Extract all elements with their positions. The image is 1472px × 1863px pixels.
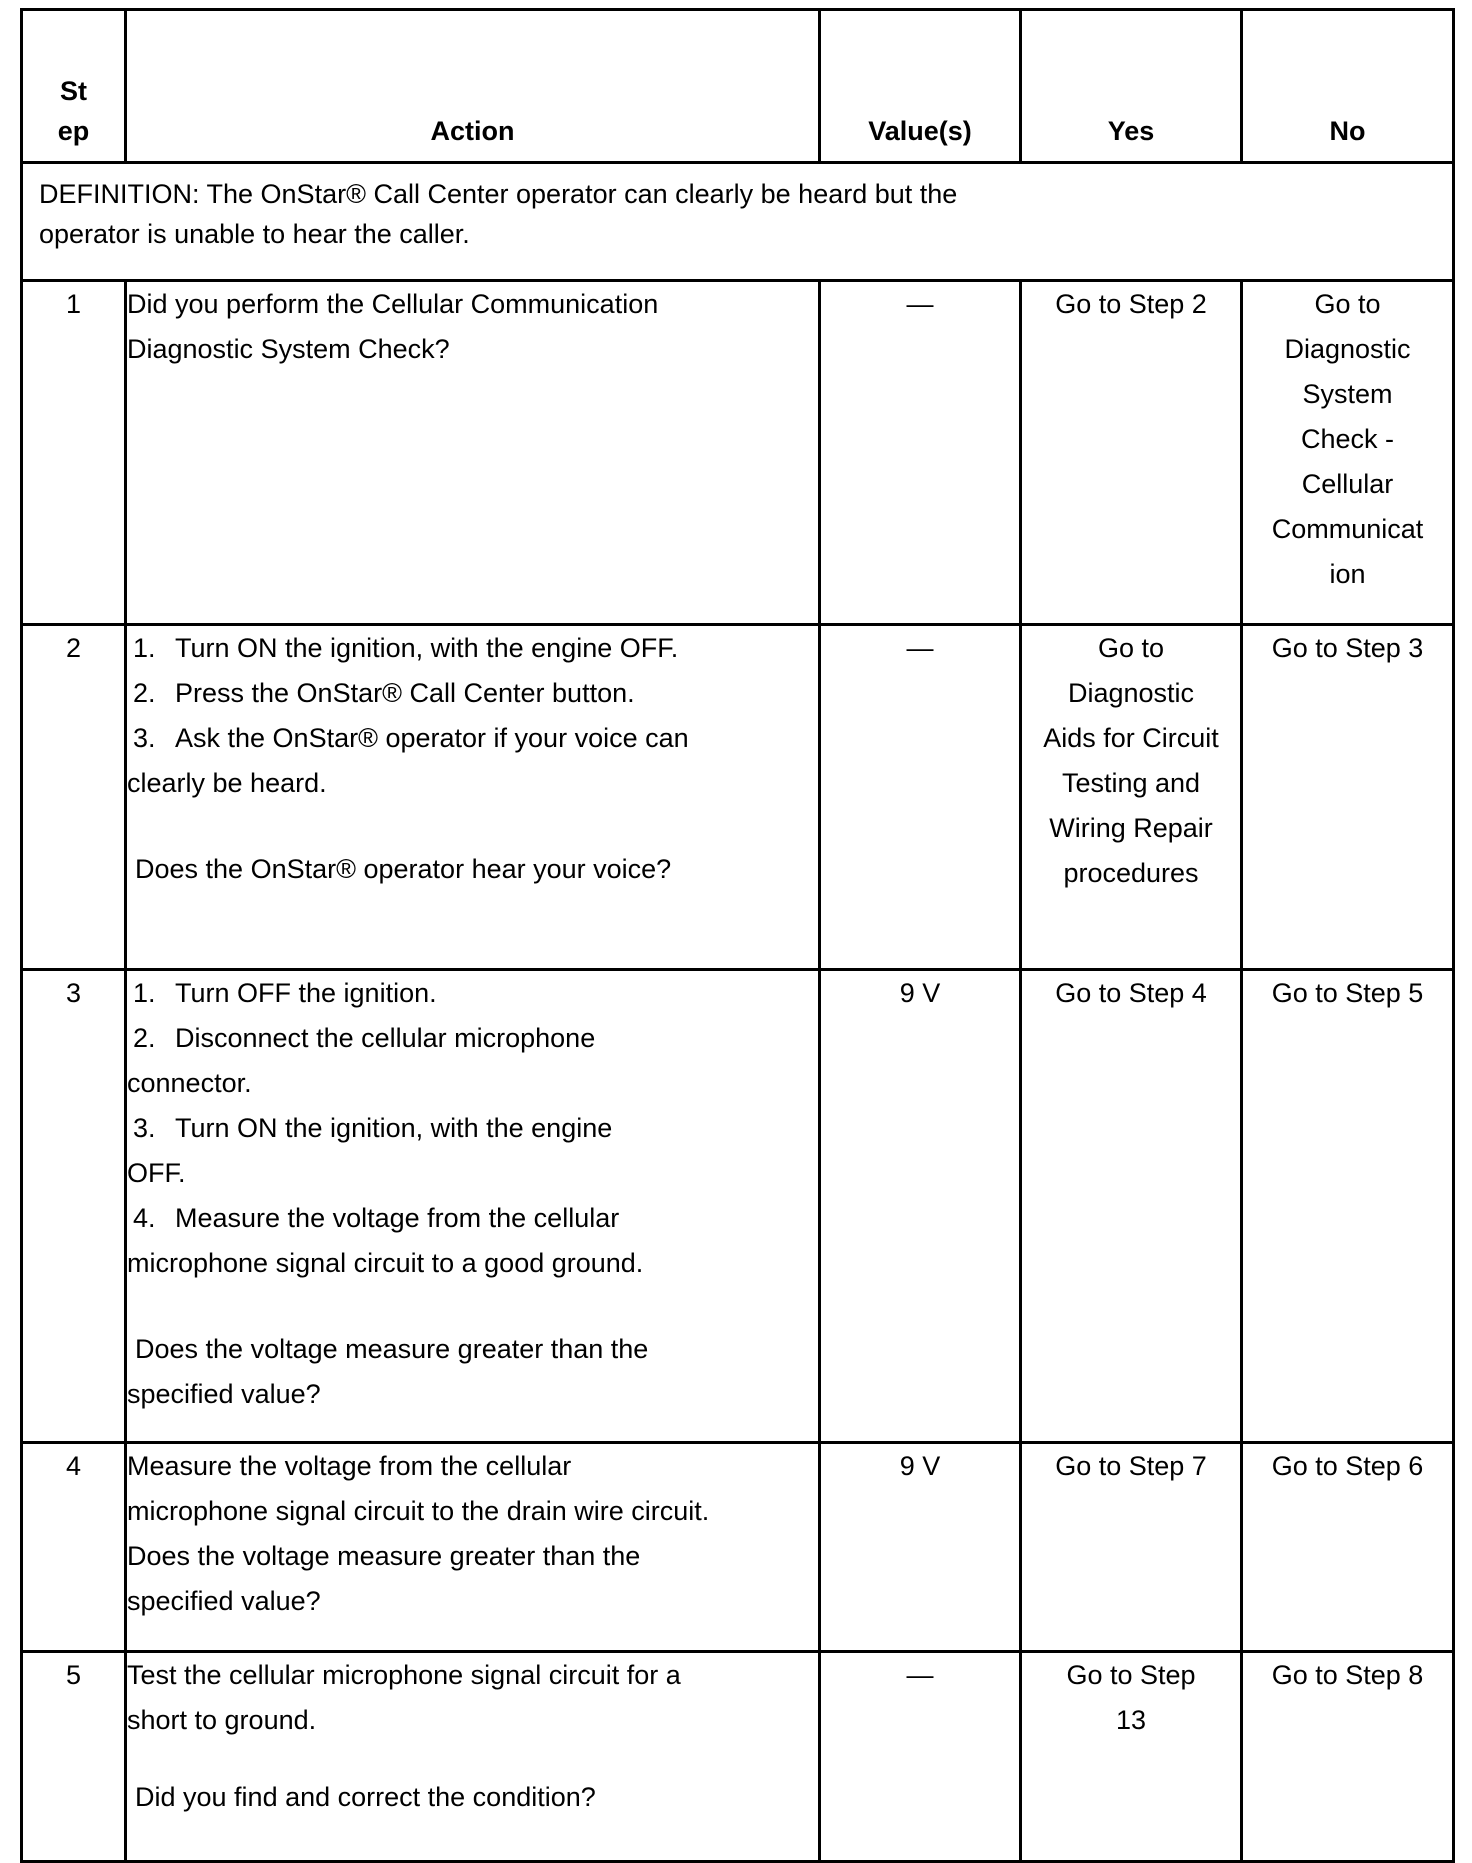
no-cell: [1242, 1652, 1454, 1862]
no-line: Go to Step 5: [1271, 978, 1424, 1008]
no-cell: [1242, 281, 1454, 625]
step-number: 3: [22, 970, 126, 1443]
value-cell: —: [820, 1652, 1021, 1862]
action-line: Test the cellular microphone signal circuit for a: [127, 1660, 681, 1690]
no-line: Go to Step 6: [1271, 1451, 1424, 1481]
yes-cell: [1021, 1652, 1242, 1862]
table-row: [22, 1652, 1454, 1862]
yes-line: Diagnostic: [1067, 678, 1195, 708]
yes-line: 13: [1115, 1705, 1147, 1735]
step-number: 5: [22, 1652, 126, 1862]
step-number: 4: [22, 1443, 126, 1652]
definition-line: DEFINITION: The OnStar® Call Center operator can clearly be heard but the: [39, 179, 958, 209]
definition-line: operator is unable to hear the caller.: [39, 219, 470, 249]
yes-cell: [1021, 281, 1242, 625]
yes-cell: [1021, 1443, 1242, 1652]
action-line: clearly be heard.: [127, 768, 327, 798]
no-line: Diagnostic: [1284, 334, 1411, 364]
yes-cell: [1021, 970, 1242, 1443]
definition-cell: [22, 163, 1454, 281]
no-cell: [1242, 625, 1454, 970]
question-line: specified value?: [127, 1379, 321, 1409]
value-cell: 9 V: [820, 970, 1021, 1443]
header-step: Step: [22, 10, 126, 163]
action-line: OFF.: [127, 1158, 186, 1188]
action-line: microphone signal circuit to a good ground.: [127, 1248, 644, 1278]
yes-line: procedures: [1063, 858, 1199, 888]
header-no: No: [1242, 10, 1454, 163]
no-cell: [1242, 970, 1454, 1443]
yes-line: Go to Step 7: [1055, 1451, 1207, 1481]
action-line: 3. Ask the OnStar® operator if your voice can: [133, 723, 689, 753]
action-cell: [126, 970, 820, 1443]
action-line: Diagnostic System Check?: [127, 334, 450, 364]
no-line: System: [1302, 379, 1393, 409]
action-line: connector.: [127, 1068, 252, 1098]
action-line: Did you perform the Cellular Communication: [127, 289, 659, 319]
table-row: [22, 625, 1454, 970]
yes-line: Testing and: [1061, 768, 1201, 798]
action-line: microphone signal circuit to the drain wire circuit.: [127, 1496, 710, 1526]
no-line: Go to Step 3: [1271, 633, 1424, 663]
header-yes: Yes: [1021, 10, 1242, 163]
no-line: ion: [1329, 559, 1366, 589]
action-cell: [126, 625, 820, 970]
question-line: Does the OnStar® operator hear your voice?: [135, 854, 672, 884]
value-cell: —: [820, 281, 1021, 625]
yes-line: Aids for Circuit: [1043, 723, 1219, 753]
action-line: 2. Disconnect the cellular microphone: [133, 1023, 596, 1053]
action-line: 4. Measure the voltage from the cellular: [133, 1203, 620, 1233]
action-cell: [126, 1652, 820, 1862]
action-line: specified value?: [127, 1586, 321, 1616]
header-values: Value(s): [820, 10, 1021, 163]
step-number: 1: [22, 281, 126, 625]
action-line: 2. Press the OnStar® Call Center button.: [133, 678, 635, 708]
action-line: short to ground.: [127, 1705, 317, 1735]
value-cell: 9 V: [820, 1443, 1021, 1652]
yes-line: Go to: [1097, 633, 1165, 663]
no-line: Go to: [1314, 289, 1381, 319]
no-line: Check -: [1300, 424, 1395, 454]
table-row: [22, 970, 1454, 1443]
header-row: [22, 10, 1454, 163]
no-line: Cellular: [1301, 469, 1394, 499]
action-cell: [126, 1443, 820, 1652]
no-line: Go to Step 8: [1271, 1660, 1424, 1690]
value-cell: —: [820, 625, 1021, 970]
yes-cell: [1021, 625, 1242, 970]
action-line: 3. Turn ON the ignition, with the engine: [133, 1113, 613, 1143]
no-line: Communicat: [1271, 514, 1424, 544]
definition-row: [22, 163, 1454, 281]
action-line: 1. Turn OFF the ignition.: [133, 978, 437, 1008]
action-cell: [126, 281, 820, 625]
question-line: Did you find and correct the condition?: [135, 1782, 596, 1812]
action-line: 1. Turn ON the ignition, with the engine OFF.: [133, 633, 679, 663]
diagnostic-table: [20, 8, 1455, 1863]
yes-line: Go to Step 4: [1055, 978, 1207, 1008]
yes-line: Go to Step 2: [1055, 289, 1207, 319]
table-row: [22, 1443, 1454, 1652]
step-number: 2: [22, 625, 126, 970]
header-action: Action: [126, 10, 820, 163]
action-line: Does the voltage measure greater than the: [127, 1541, 641, 1571]
table-row: [22, 281, 1454, 625]
no-cell: [1242, 1443, 1454, 1652]
yes-line: Go to Step: [1066, 1660, 1196, 1690]
action-line: Measure the voltage from the cellular: [127, 1451, 572, 1481]
question-line: Does the voltage measure greater than the: [135, 1334, 649, 1364]
yes-line: Wiring Repair: [1049, 813, 1213, 843]
